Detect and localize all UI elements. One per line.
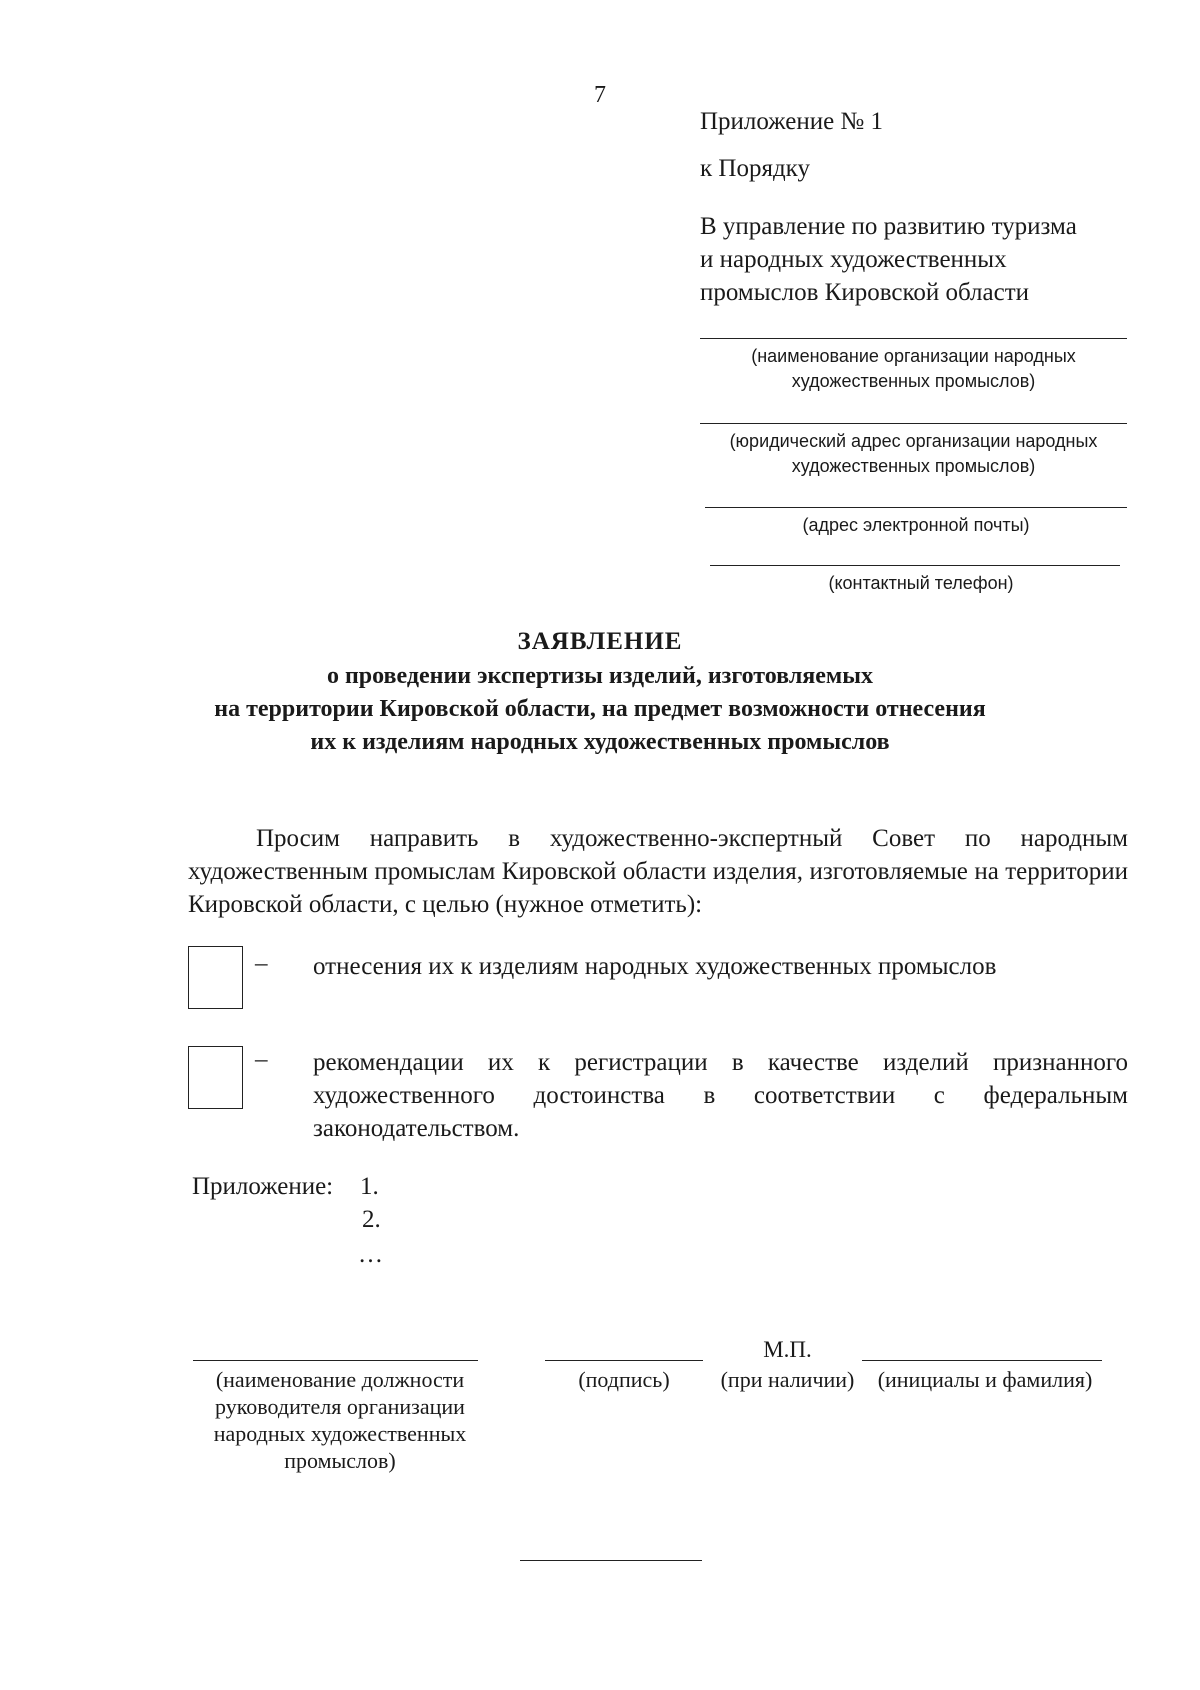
- caption-line: (наименование организации народных: [751, 346, 1076, 366]
- caption-line: народных художественных: [213, 1421, 467, 1446]
- legal-address-field[interactable]: [700, 423, 1127, 424]
- document-subtitle: [150, 660, 1050, 759]
- request-paragraph: Просим направить в художественно-экспертный Совет по народным художественным промыслам Кировской области изделия, изготовляемые на территории Кировской области, с целью (нужное отметить):: [188, 825, 1128, 918]
- subtitle-line: на территории Кировской области, на предмет возможности отнесения: [214, 696, 986, 722]
- organization-name-caption: [700, 344, 1127, 394]
- caption-line: промыслов): [284, 1448, 396, 1473]
- attachment-item: 2.: [362, 1206, 381, 1233]
- option-text-recommendation: рекомендации их к регистрации в качестве изделий признанного художественного достоинства в соответствии с федеральным законодательством.: [313, 1049, 1128, 1142]
- organization-name-field[interactable]: [700, 338, 1127, 339]
- option-dash: –: [255, 1046, 268, 1073]
- option-checkbox-folk-craft[interactable]: [188, 946, 243, 1009]
- email-field[interactable]: [705, 507, 1127, 508]
- caption-line: (наименование должности: [215, 1367, 465, 1392]
- name-field[interactable]: [862, 1360, 1102, 1361]
- stamp-label: М.П.: [763, 1337, 812, 1362]
- option-dash: –: [255, 950, 268, 977]
- option-text-folk-craft: отнесения их к изделиям народных художественных промыслов: [313, 953, 997, 980]
- attachment-item: 1.: [360, 1173, 379, 1200]
- option-checkbox-recommendation[interactable]: [188, 1046, 243, 1109]
- phone-field[interactable]: [710, 565, 1120, 566]
- attachments-label: Приложение:: [192, 1173, 334, 1200]
- closing-divider: [520, 1560, 702, 1561]
- appendix-label: Приложение № 1: [700, 108, 884, 135]
- email-caption: (адрес электронной почты): [802, 515, 1030, 535]
- position-caption: [180, 1366, 500, 1474]
- addressee-line: промыслов Кировской области: [700, 279, 1030, 306]
- addressee-line: и народных художественных: [700, 246, 1007, 273]
- stamp-caption: (при наличии): [720, 1367, 855, 1392]
- addressee: [700, 210, 1077, 309]
- caption-line: художественных промыслов): [791, 456, 1036, 476]
- position-field[interactable]: [193, 1360, 478, 1361]
- caption-line: художественных промыслов): [791, 371, 1036, 391]
- phone-caption: (контактный телефон): [828, 573, 1014, 593]
- caption-line: (юридический адрес организации народных: [729, 431, 1098, 451]
- subtitle-line: их к изделиям народных художественных промыслов: [310, 729, 890, 755]
- signature-field[interactable]: [545, 1360, 703, 1361]
- caption-line: руководителя организации: [215, 1394, 465, 1419]
- subtitle-line: о проведении экспертизы изделий, изготовляемых: [326, 663, 874, 689]
- attachment-item: …: [358, 1241, 383, 1268]
- name-caption: (инициалы и фамилия): [877, 1367, 1093, 1392]
- order-reference: к Порядку: [700, 155, 810, 182]
- page-number: 7: [594, 82, 606, 108]
- addressee-line: В управление по развитию туризма: [700, 213, 1077, 240]
- signature-caption: (подпись): [578, 1367, 670, 1392]
- legal-address-caption: [700, 429, 1127, 479]
- document-title: ЗАЯВЛЕНИЕ: [517, 628, 683, 655]
